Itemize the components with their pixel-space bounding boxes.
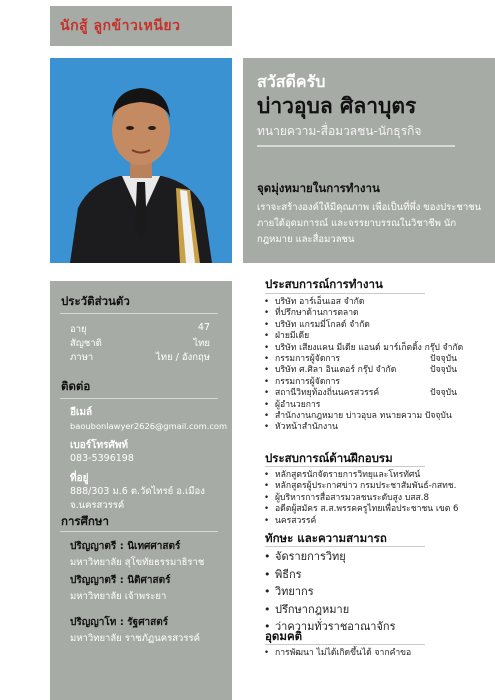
list-item: [263, 601, 485, 619]
skills-divider: [265, 546, 425, 547]
list-item: [263, 504, 485, 515]
work-item-text: สถานีวิทยุท้องถิ่นนครสวรรค์: [275, 388, 380, 399]
profile-photo: [50, 58, 232, 263]
list-item: [263, 354, 485, 365]
list-item: [263, 493, 485, 504]
personal-key: สัญชาติ: [70, 338, 102, 349]
address-label: ที่อยู่: [70, 473, 89, 484]
work-item-status: ปัจจุบัน: [430, 365, 457, 376]
ideal-item-text: การพัฒนา ไม่ได้เกิดขึ้นได้ จากคำขอ: [275, 648, 412, 658]
degree-label: ปริญญาตรี : นิติศาสตร์: [70, 575, 171, 586]
list-item: [263, 297, 485, 308]
work-item-text: บริษัท แกรมมี่โกลด์ จำกัด: [275, 319, 370, 330]
skill-item-text: พิธีกร: [275, 567, 302, 581]
goal-heading: จุดมุ่งหมายในการทำงาน: [257, 181, 380, 195]
list-item: [263, 365, 485, 376]
training-item-text: หลักสูตรผู้ประกาศข่าว กรมประชาสัมพันธ์-กสทช.: [275, 481, 457, 492]
personal-value: ไทย / อังกฤษ: [156, 352, 210, 363]
school-name: มหาวิทยาลัย ราชภัฏนครสวรรค์: [70, 633, 200, 644]
list-item-continued: [263, 516, 485, 527]
skill-item-text: จัดรายการวิทยุ: [275, 550, 346, 563]
list-item: [263, 481, 485, 492]
skill-item-text: ปรึกษากฎหมาย: [275, 602, 350, 616]
work-item-text: กรรมการผู้จัดการ: [275, 376, 341, 387]
contact-heading: ติดต่อ: [61, 379, 91, 393]
personal-value: ไทย: [193, 338, 210, 349]
contact-divider: [60, 398, 218, 399]
personal-value: 47: [197, 322, 210, 333]
list-item: [263, 308, 485, 319]
skill-item-text: วิทยากร: [275, 585, 314, 598]
training-item-text: ผู้บริหารการสื่อสารมวลชนระดับสูง บสส.8: [275, 492, 429, 503]
tag-text: นักสู้ ลูกข้าวเหนียว: [60, 18, 181, 34]
skill-item-text: ว่าความทั่วราชอาณาจักร: [275, 620, 396, 633]
address-value: 888/303 ม.6 ต.วัดไทรย์ อ.เมือง จ.นครสวรรค์: [70, 486, 205, 511]
phone-value[interactable]: 083-5396198: [70, 453, 134, 464]
list-item: [263, 388, 485, 399]
work-item-text: บริษัท เสียงแคน มีเดีย แอนด์ มาร์เก็ตติ้ง กรุ๊ป จำกัด: [275, 342, 464, 353]
work-list: [263, 297, 485, 434]
personal-divider: [60, 313, 218, 314]
degree-label: ปริญญาโท : รัฐศาสตร์: [70, 617, 169, 628]
degree-label: ปริญญาตรี : นิเทศศาสตร์: [70, 541, 181, 552]
training-item-text: นครสวรรค์: [275, 515, 317, 526]
list-item: [263, 377, 485, 388]
job-title: ทนายความ-สื่อมวลชน-นักธุรกิจ: [257, 124, 422, 138]
personal-heading: ประวัติส่วนตัว: [61, 294, 130, 308]
header-panel: [243, 58, 495, 263]
training-heading: ประสบการณ์ด้านฝึกอบรม: [265, 451, 393, 465]
ideal-list: [263, 648, 485, 659]
ideal-divider: [265, 644, 425, 645]
list-item: [263, 583, 485, 601]
list-item: [263, 411, 485, 422]
list-item: [263, 648, 485, 659]
training-divider: [265, 466, 425, 467]
list-item: [263, 331, 485, 342]
list-item: [263, 548, 485, 566]
email-label: อีเมล์: [70, 407, 93, 418]
work-item-text: กรรมการผู้จัดการ: [275, 354, 341, 365]
list-item: [263, 343, 485, 354]
greeting: สวัสดีครับ: [257, 72, 326, 91]
person-name: บ่าวอุบล ศิลาบุตร: [257, 94, 417, 118]
list-item: [263, 320, 485, 331]
work-item-status: ปัจจุบัน: [430, 388, 457, 399]
education-divider: [60, 531, 218, 532]
training-item-text: อดีตผู้สมัคร ส.ส.พรรคครูไทยเพื่อประชาชน เขต 6: [275, 504, 459, 515]
list-item: [263, 566, 485, 584]
work-item-text: บริษัท ศ.ศิลา อินเตอร์ กรุ๊ป จำกัด: [275, 365, 397, 376]
training-item-text: หลักสูตรนักจัดรายการวิทยุและโทรทัศน์: [275, 470, 421, 480]
skills-list: [263, 548, 485, 636]
email-value[interactable]: baoubonlawyer2626@gmail.com.com: [70, 421, 228, 431]
work-item-text: ฝ่ายมีเดีย: [275, 331, 310, 342]
work-item-status: ปัจจุบัน: [430, 354, 457, 365]
skills-heading: ทักษะ และความสามารถ: [265, 531, 387, 545]
school-name: มหาวิทยาลัย เจ้าพระยา: [70, 591, 167, 602]
school-name: มหาวิทยาลัย สุโขทัยธรรมาธิราช: [70, 557, 205, 568]
work-divider: [265, 293, 425, 294]
main-content: [243, 272, 495, 700]
education-heading: การศึกษา: [61, 514, 109, 528]
work-item-text: ที่ปรึกษาด้านการตลาด: [275, 308, 359, 319]
list-item: [263, 422, 485, 433]
header-divider: [257, 145, 455, 147]
work-item-text: สำนักงานกฎหมาย บ่าวอุบล ทนายความ ปัจจุบัน: [275, 411, 452, 422]
name-tag: [50, 6, 232, 46]
work-item-text: บริษัท อาร์เอ็นเอส จำกัด: [275, 297, 365, 307]
ideal-heading: อุดมคติ: [265, 629, 303, 643]
personal-key: ภาษา: [70, 352, 94, 363]
work-heading: ประสบการณ์การทำงาน: [265, 277, 383, 291]
list-item: [263, 400, 485, 411]
work-item-text: หัวหน้าสำนักงาน: [275, 422, 338, 433]
training-list: [263, 470, 485, 527]
portrait-illustration: [50, 58, 232, 263]
sidebar: [50, 281, 232, 700]
work-item-text: ผู้อำนวยการ: [275, 399, 321, 410]
personal-key: อายุ: [70, 324, 87, 335]
phone-label: เบอร์โทรศัพท์: [70, 440, 129, 451]
goal-text: เราจะสร้างองค์ให้มีคุณภาพ เพื่อเป็นที่พึ่ง ของประชาชน ภายใต้อุดมการณ์ และจรรยาบรรณในวิชาชีพ นักกฎหมาย และสื่อมวลชน: [257, 202, 482, 245]
list-item: [263, 470, 485, 481]
